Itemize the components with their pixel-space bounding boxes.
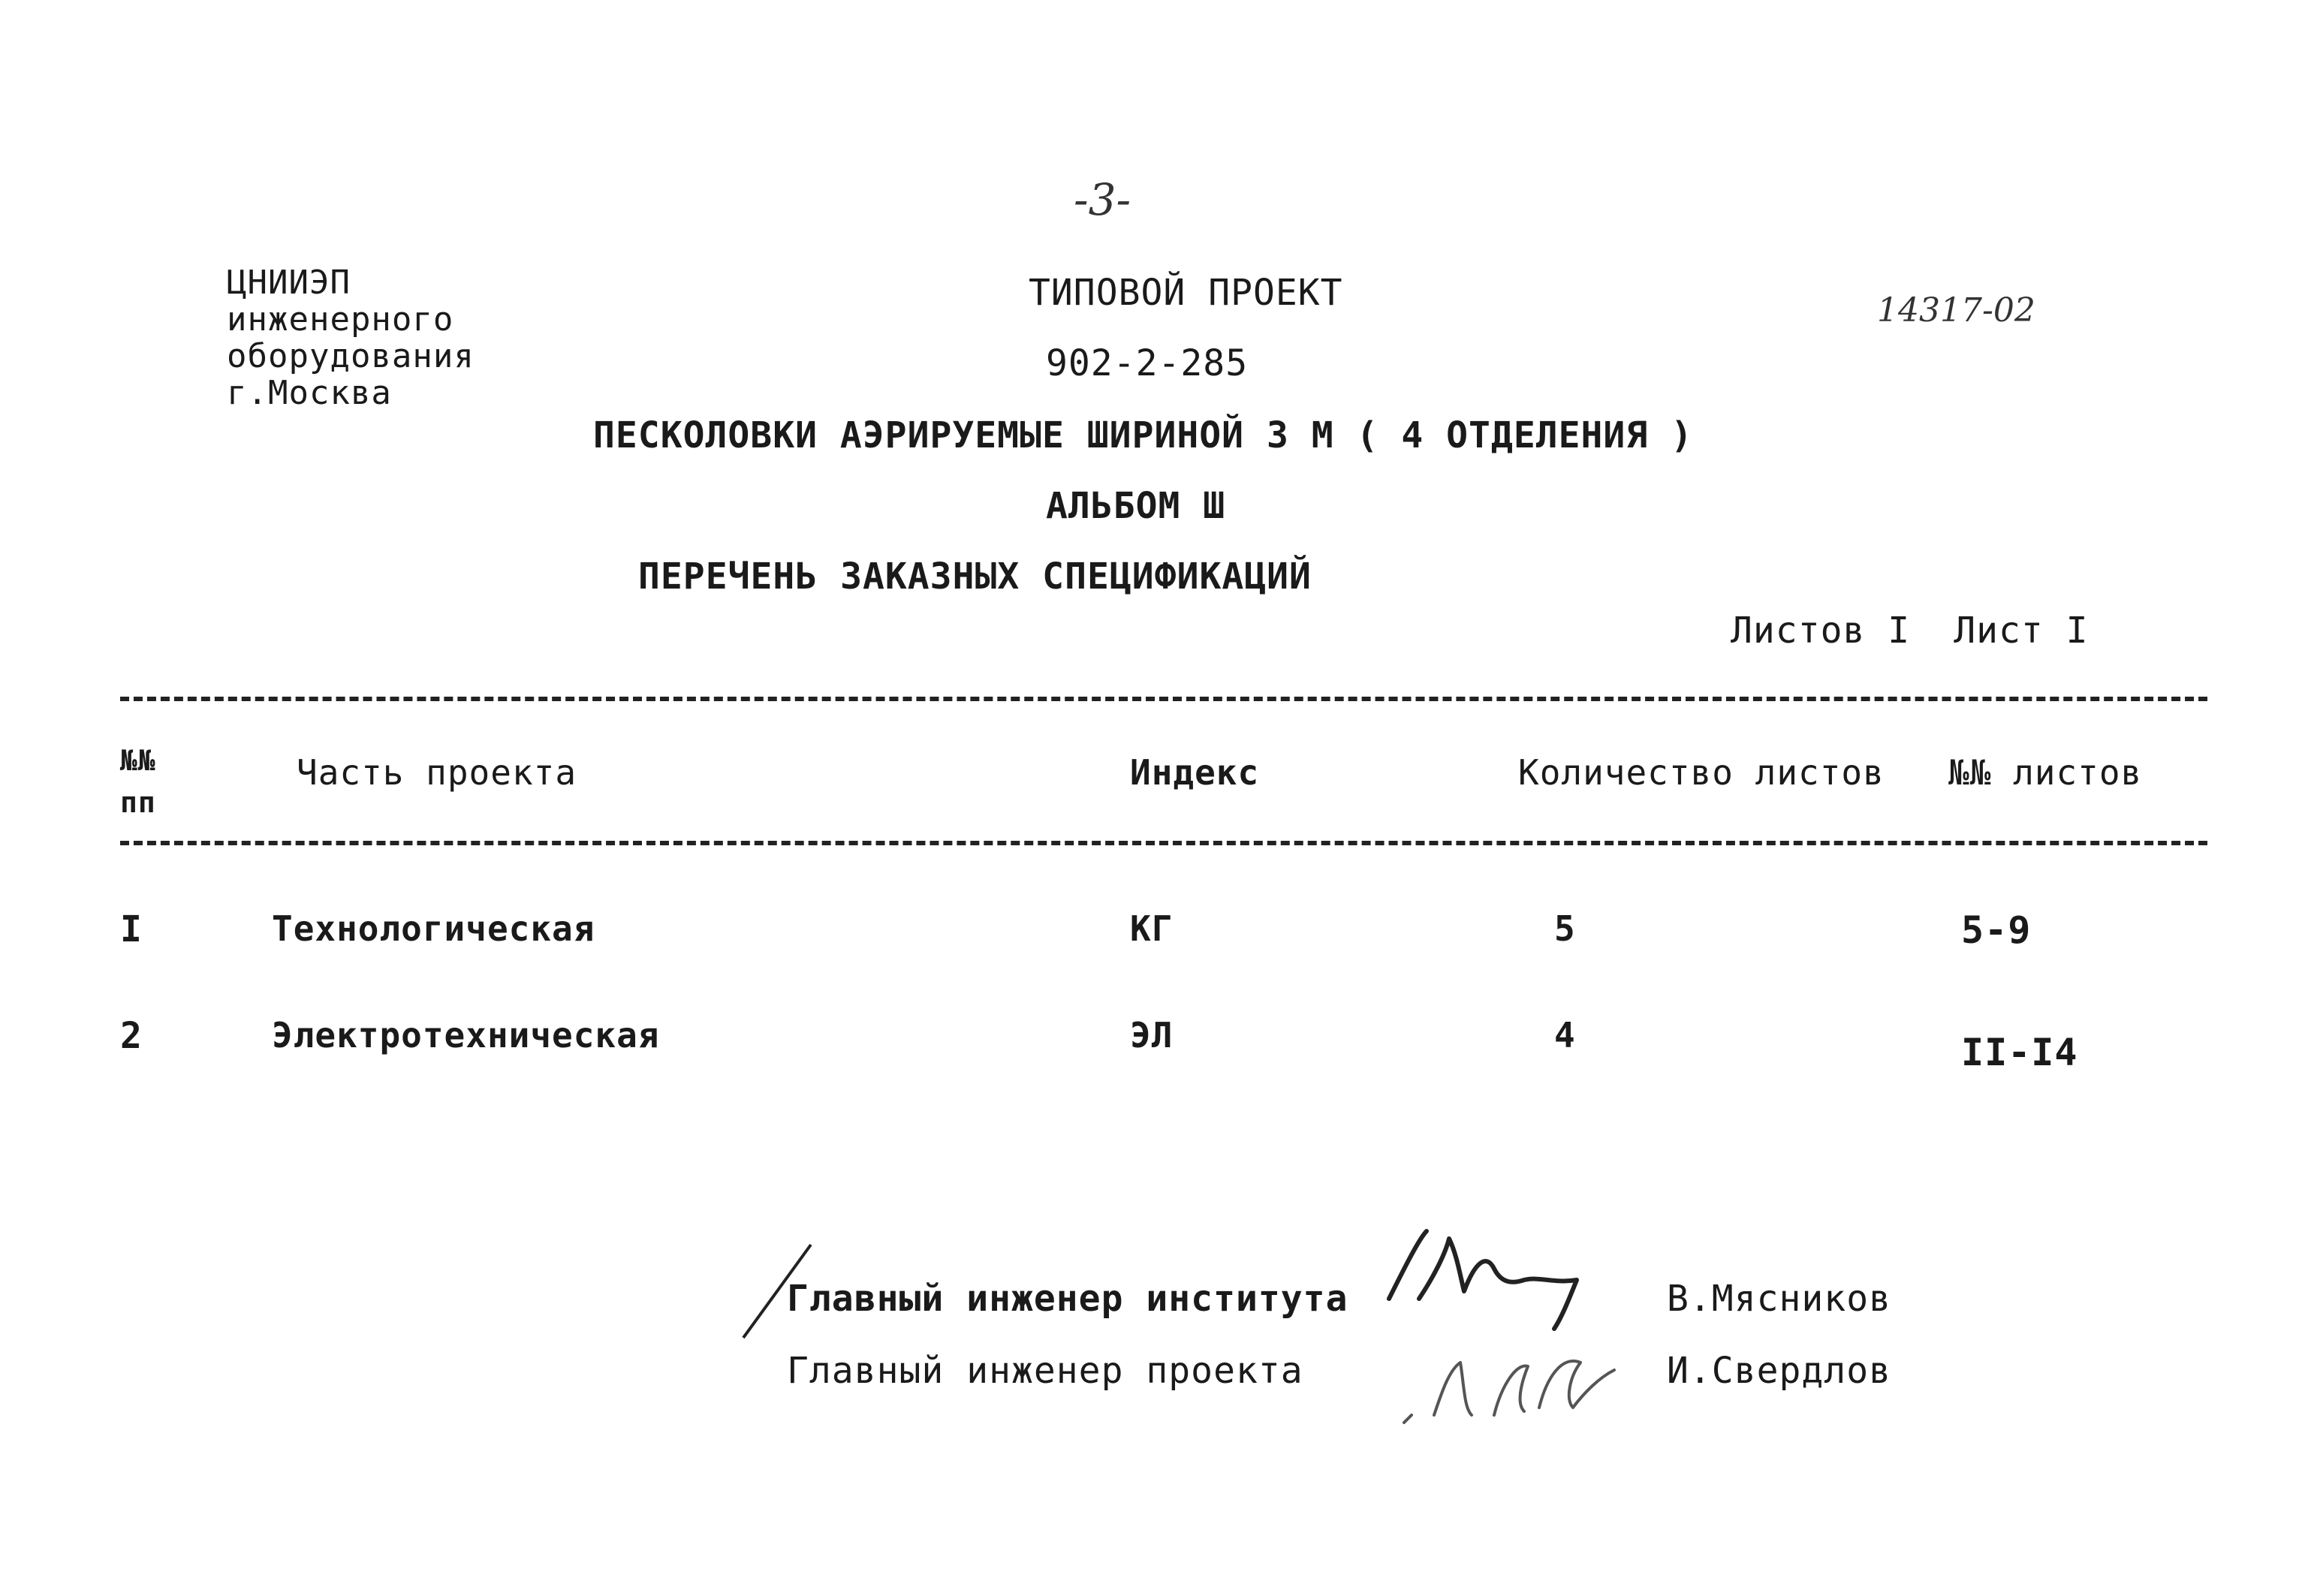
row-number: I bbox=[120, 908, 143, 950]
row-sheets: 5-9 bbox=[1961, 908, 2032, 952]
signature-mark bbox=[1389, 1333, 1629, 1445]
signature-role: Главный инженер проекта bbox=[787, 1350, 1303, 1392]
column-header-number bbox=[120, 739, 156, 824]
project-title: ПЕСКОЛОВКИ АЭРИРУЕМЫЕ ШИРИНОЙ 3 М ( 4 ОТДЕЛЕНИЯ ) bbox=[593, 414, 1694, 456]
signature-name: В.Мясников bbox=[1667, 1278, 1891, 1320]
document-code: 14317-02 bbox=[1877, 291, 2035, 330]
sheet-current: Лист I bbox=[1954, 610, 2089, 652]
column-header-sheets: №№ листов bbox=[1948, 752, 2143, 793]
document-type: ТИПОВОЙ ПРОЕКТ bbox=[1029, 272, 1343, 314]
organization-line: ЦНИИЭП bbox=[227, 263, 351, 302]
organization-line: инженерного bbox=[227, 300, 454, 339]
list-title: ПЕРЕЧЕНЬ ЗАКАЗНЫХ СПЕЦИФИКАЦИЙ bbox=[638, 556, 1312, 598]
page-number: -3- bbox=[1074, 174, 1131, 225]
organization-block bbox=[227, 264, 475, 411]
table-header-rule bbox=[120, 841, 2207, 845]
column-header-index: Индекс bbox=[1130, 752, 1260, 793]
row-index: КГ bbox=[1130, 908, 1174, 949]
row-number: 2 bbox=[120, 1015, 143, 1057]
organization-line: оборудования bbox=[227, 337, 475, 375]
column-header-count: Количество листов bbox=[1518, 752, 1885, 793]
sheets-info bbox=[1731, 610, 2089, 652]
row-index: ЭЛ bbox=[1130, 1015, 1174, 1055]
signature-name: И.Свердлов bbox=[1667, 1350, 1891, 1392]
table-top-rule bbox=[120, 697, 2207, 701]
row-part: Электротехническая bbox=[272, 1015, 660, 1055]
column-header-number-line: №№ bbox=[120, 744, 156, 777]
row-sheets: II-I4 bbox=[1961, 1031, 2078, 1074]
row-count: 5 bbox=[1554, 908, 1576, 949]
project-number: 902-2-285 bbox=[1046, 342, 1249, 384]
row-count: 4 bbox=[1554, 1015, 1576, 1055]
column-header-part: Часть проекта bbox=[297, 752, 577, 793]
organization-line: г.Москва bbox=[227, 374, 392, 412]
sheets-total: Листов I bbox=[1731, 610, 1911, 652]
signature-mark bbox=[1374, 1209, 1599, 1336]
row-part: Технологическая bbox=[272, 908, 595, 949]
album-label: АЛЬБОМ Ш bbox=[1046, 485, 1226, 527]
signature-role: Главный инженер института bbox=[787, 1278, 1348, 1320]
column-header-number-line: пп bbox=[120, 786, 156, 819]
